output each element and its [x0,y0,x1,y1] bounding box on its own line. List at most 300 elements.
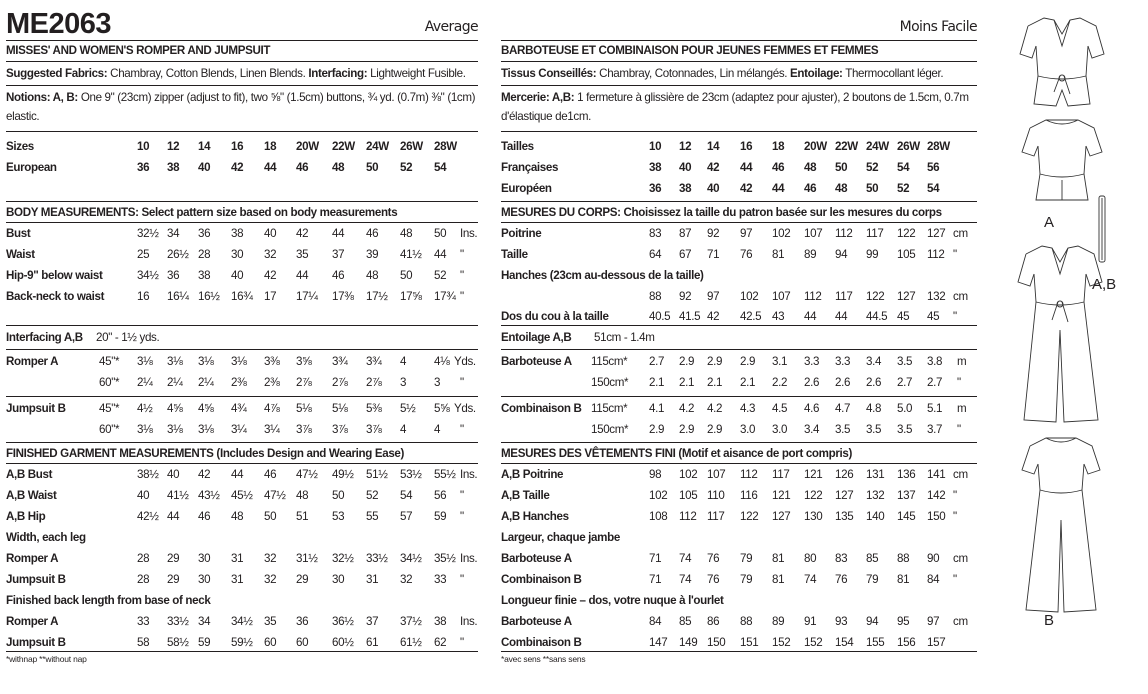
interfacing-label: Interfacing: [308,67,368,80]
table-cell: 107 [707,468,726,481]
table-cell: 48 [366,269,379,282]
table-cell: 102 [772,227,791,240]
table-cell: 40 [707,182,720,195]
table-cell: 43 [772,310,785,323]
table-cell: 3¾ [366,355,382,368]
table-cell: 4.2 [679,402,695,415]
table-cell: 31 [366,573,379,586]
divider [501,85,977,86]
table-cell: 33½ [167,615,189,628]
unit-label: cm [953,615,968,628]
table-cell: 74 [679,573,692,586]
table-cell: 88 [649,290,662,303]
divider [6,325,478,326]
table-cell: 84 [927,573,940,586]
table-cell: 131 [866,468,885,481]
table-cell: 10 [137,140,150,153]
table-cell: 4.8 [866,402,882,415]
table-cell: 76 [740,248,753,261]
table-cell: 54 [927,182,940,195]
table-cell: 40 [264,227,277,240]
difficulty-label: Average [424,19,478,35]
table-cell: 44.5 [866,310,888,323]
divider [501,349,977,350]
row-label: Romper A [6,355,59,368]
table-cell: 44 [835,310,848,323]
table-cell: 4⅞ [264,402,280,415]
table-cell: 16¼ [167,290,189,303]
table-cell: 32 [400,573,413,586]
table-cell: 2.6 [866,376,882,389]
table-cell: 46 [366,227,379,240]
table-cell: 39 [366,248,379,261]
table-cell: 48 [296,489,309,502]
table-cell: 5.0 [897,402,913,415]
fabrics-line-fr [501,67,977,81]
row-label: A,B Poitrine [501,468,564,481]
table-cell: 83 [649,227,662,240]
unit-label: Ins. [460,468,478,481]
table-cell: 3.0 [772,423,788,436]
table-cell: 4 [434,423,441,436]
divider [6,651,478,652]
table-cell: 92 [707,227,720,240]
table-cell: 59½ [231,636,253,649]
table-cell: 37½ [400,615,422,628]
table-cell: 4.2 [707,402,723,415]
unit-label: " [460,423,464,436]
table-cell: 44 [332,227,345,240]
table-cell: 17½ [366,290,388,303]
unit-label: " [953,310,957,323]
table-cell: 50 [866,182,879,195]
table-cell: 3¾ [332,355,348,368]
fabric-width: 60"* [99,376,120,389]
table-cell: 93 [835,615,848,628]
divider [501,325,977,326]
table-cell: 4⅝ [198,402,214,415]
table-cell: 88 [740,615,753,628]
jumpsuit-b-back-sketch [1022,438,1100,612]
divider [501,651,977,652]
table-cell: 112 [679,510,697,523]
table-cell: 126 [835,468,854,481]
notions-text: One 9" (23cm) zipper (adjust to fit), two ⅝" (1.5cm) buttons, ¾ yd. (0.7m) ⅜" (1cm) [77,91,476,104]
notions-label-fr: Mercerie: A,B: [501,91,575,104]
table-cell: 20" - 1½ yds. [96,331,160,344]
table-cell: 85 [866,552,879,565]
divider [6,131,478,132]
table-cell: 136 [897,468,916,481]
table-cell: 58½ [167,636,189,649]
table-cell: 28 [137,573,150,586]
table-cell: 85 [679,615,692,628]
divider [6,40,478,41]
table-cell: 33 [434,573,447,586]
table-cell: 3.0 [740,423,756,436]
unit-label: " [460,510,464,523]
table-cell: 29 [296,573,309,586]
table-cell: 17¼ [296,290,318,303]
table-cell: 3⅜ [264,355,280,368]
table-cell: 2.7 [649,355,665,368]
table-cell: 34½ [400,552,422,565]
table-cell: 24W [866,140,889,153]
table-cell: 3.4 [866,355,882,368]
table-cell: 71 [707,248,720,261]
unit-label: m [957,402,967,415]
table-cell: 16½ [198,290,220,303]
row-label: Back-neck to waist [6,290,105,303]
table-cell: 80 [804,552,817,565]
table-cell: 4.7 [835,402,851,415]
jumpsuit-b-front-sketch [1018,246,1102,422]
table-cell: 40 [679,161,692,174]
table-cell: 46 [264,468,277,481]
divider [501,131,977,132]
table-cell: 46 [804,182,817,195]
table-cell: 14 [198,140,211,153]
table-cell: 22W [332,140,355,153]
table-cell: 88 [897,552,910,565]
table-cell: 33½ [366,552,388,565]
table-cell: 116 [740,489,758,502]
table-cell: 50 [434,227,447,240]
table-cell: 2⅜ [264,376,280,389]
unit-label: " [460,489,464,502]
table-cell: 44 [740,161,753,174]
table-cell: 29 [167,573,180,586]
table-cell: 50 [400,269,413,282]
row-label: A,B Taille [501,489,550,502]
table-cell: 151 [740,636,759,649]
row-label: Hanches (23cm au-dessous de la taille) [501,269,704,282]
table-cell: 4⅝ [167,402,183,415]
table-cell: 4¾ [231,402,247,415]
table-cell: 3⅛ [167,423,183,436]
romper-a-back-sketch [1022,120,1102,200]
notions-line [6,91,478,105]
table-cell: 33 [137,615,150,628]
table-cell: 89 [772,615,785,628]
table-cell: 147 [649,636,668,649]
table-cell: 97 [927,615,940,628]
table-cell: 79 [740,573,753,586]
table-cell: 97 [740,227,753,240]
fabrics-label-fr: Tissus Conseillés: [501,67,597,80]
table-cell: 38 [231,227,244,240]
interfacing-text: Lightweight Fusible. [367,67,466,80]
notions-label: Notions: A, B: [6,91,78,104]
table-cell: 31 [231,573,244,586]
notions-line-2-fr: d'élastique de1cm. [501,110,592,123]
table-cell: 2⅜ [231,376,247,389]
section-title-fr: BARBOTEUSE ET COMBINAISON POUR JEUNES FEMMES ET FEMMES [501,44,879,57]
table-cell: 99 [866,248,879,261]
table-cell: 34½ [231,615,253,628]
table-cell: 2¼ [198,376,214,389]
row-label: Jumpsuit B [6,636,66,649]
table-cell: 117 [707,510,725,523]
table-cell: 37 [366,615,379,628]
table-cell: 29 [167,552,180,565]
table-cell: 54 [400,489,413,502]
row-label: Romper A [6,552,59,565]
table-cell: 2.1 [707,376,723,389]
table-cell: 4.5 [772,402,788,415]
table-cell: 50 [264,510,277,523]
table-cell: 47½ [264,489,286,502]
divider [501,222,977,223]
table-cell: 112 [740,468,758,481]
table-cell: 36 [167,269,180,282]
table-cell: 2.6 [835,376,851,389]
table-cell: 3 [434,376,441,389]
divider [6,85,478,86]
table-cell: 34½ [137,269,159,282]
table-cell: 3.8 [927,355,943,368]
section-title: MISSES' AND WOMEN'S ROMPER AND JUMPSUIT [6,44,271,57]
table-cell: 3.5 [897,355,913,368]
table-cell: 86 [707,615,720,628]
table-cell: 2.1 [679,376,695,389]
table-cell: 48 [231,510,244,523]
table-cell: 67 [679,248,692,261]
table-cell: 117 [866,227,884,240]
table-cell: 87 [679,227,692,240]
table-cell: 42 [707,310,720,323]
table-cell: 4.3 [740,402,756,415]
table-cell: 46 [772,161,785,174]
table-cell: 54 [434,161,447,174]
row-label: Barboteuse A [501,615,572,628]
table-cell: 141 [927,468,946,481]
row-label: A,B Hip [6,510,46,523]
table-cell: 71 [649,573,662,586]
table-cell: 48 [332,161,345,174]
table-cell: 2.9 [707,355,723,368]
table-cell: 45½ [231,489,253,502]
unit-label: " [953,248,957,261]
table-cell: 130 [804,510,823,523]
table-cell: 55 [366,510,379,523]
table-cell: 16 [740,140,753,153]
table-cell: 44 [434,248,447,261]
heading-rest: Select pattern size based on body measurements [138,206,398,219]
unit-label: " [460,376,464,389]
table-cell: 3.5 [835,423,851,436]
table-cell: 94 [835,248,848,261]
table-cell: 52 [866,161,879,174]
row-label: Combinaison B [501,402,582,415]
table-cell: 105 [679,489,698,502]
table-cell: 79 [866,573,879,586]
table-cell: 149 [679,636,698,649]
row-label: Jumpsuit B [6,402,66,415]
row-label: Taille [501,248,528,261]
table-cell: 35 [264,615,277,628]
table-cell: 36 [198,227,211,240]
table-cell: 71 [649,552,662,565]
table-cell: 17¾ [434,290,456,303]
table-cell: 16¾ [231,290,253,303]
table-cell: 3⅞ [296,423,312,436]
table-cell: 52 [400,161,413,174]
table-cell: 135 [835,510,854,523]
table-cell: 40 [198,161,211,174]
table-cell: 34 [167,227,180,240]
table-cell: 20W [296,140,319,153]
row-label: Dos du cou à la taille [501,310,609,323]
table-cell: 42 [707,161,720,174]
table-cell: 2.1 [740,376,756,389]
table-cell: 48 [804,161,817,174]
interfacing-label-fr: Entoilage: [790,67,843,80]
divider [501,396,977,397]
table-cell: 142 [927,489,946,502]
tie-piece-sketch [1099,196,1105,262]
unit-label: " [460,269,464,282]
table-cell: 152 [804,636,823,649]
table-cell: 5½ [400,402,416,415]
garment-sketches [1000,0,1148,689]
table-cell: 10 [649,140,662,153]
unit-label: " [460,248,464,261]
row-label: Width, each leg [6,531,86,544]
table-cell: 74 [679,552,692,565]
table-cell: 32 [264,248,277,261]
table-cell: 107 [772,290,791,303]
table-cell: 30 [231,248,244,261]
table-cell: 44 [772,182,785,195]
table-cell: 83 [835,552,848,565]
romper-a-front-sketch [1020,18,1104,106]
table-cell: 28W [927,140,950,153]
table-cell: 56 [434,489,447,502]
table-cell: 28 [198,248,211,261]
garment-illustrations [1000,0,1148,689]
table-cell: 32½ [332,552,354,565]
difficulty-label-fr: Moins Facile [899,19,977,35]
notions-text-fr: 1 fermeture à glissière de 23cm (adaptez pour ajuster), 2 boutons de 1.5cm, 0.7m [574,91,969,104]
divider [501,463,977,464]
row-label: Entoilage A,B [501,331,572,344]
table-cell: 18 [264,140,277,153]
table-cell: 53 [332,510,345,523]
table-cell: 31 [231,552,244,565]
unit-label: " [953,573,957,586]
table-cell: 4.1 [649,402,665,415]
table-cell: 38½ [137,468,159,481]
table-cell: 2⅞ [366,376,382,389]
table-cell: 49½ [332,468,354,481]
fabric-width: 45"* [99,355,120,368]
table-cell: 44 [296,269,309,282]
fabrics-label: Suggested Fabrics: [6,67,108,80]
table-cell: 14 [707,140,720,153]
table-cell: 34 [198,615,211,628]
table-cell: 24W [366,140,389,153]
table-cell: 122 [740,510,759,523]
row-label: Françaises [501,161,559,174]
table-cell: 42 [264,269,277,282]
table-cell: 2⅞ [332,376,348,389]
table-cell: 41½ [167,489,189,502]
heading-rest: (Includes Design and Wearing Ease) [213,447,405,460]
pattern-code: ME2063 [6,8,112,40]
table-cell: 42 [296,227,309,240]
table-cell: 54 [897,161,910,174]
table-cell: 76 [707,552,720,565]
row-label: A,B Bust [6,468,53,481]
table-cell: 44 [804,310,817,323]
table-cell: 108 [649,510,668,523]
table-cell: 3⅛ [198,423,214,436]
footnote: *withnap **without nap [6,654,87,664]
table-cell: 102 [679,468,698,481]
table-cell: 3.1 [772,355,788,368]
table-cell: 3.5 [866,423,882,436]
heading-bold: FINISHED GARMENT MEASUREMENTS [6,447,214,460]
table-cell: 18 [772,140,785,153]
table-cell: 2.1 [649,376,665,389]
table-cell: 121 [772,489,791,502]
row-label: European [6,161,57,174]
table-cell: 32 [264,573,277,586]
row-label: A,B Hanches [501,510,569,523]
divider [6,222,478,223]
divider [501,61,977,62]
fabric-width: 115cm* [591,402,628,415]
row-label: Interfacing A,B [6,331,83,344]
row-label: Hip-9" below waist [6,269,103,282]
table-cell: 5.1 [927,402,943,415]
table-cell: 44 [167,510,180,523]
table-cell: 127 [897,290,916,303]
table-cell: 40 [137,489,150,502]
table-cell: 132 [927,290,946,303]
fabric-width: 45"* [99,402,120,415]
table-cell: 117 [835,290,853,303]
row-label: Romper A [6,615,59,628]
table-cell: 3.7 [927,423,943,436]
table-cell: 152 [772,636,791,649]
view-label-ab: A,B [1092,276,1117,293]
table-cell: 60 [296,636,309,649]
table-cell: 32 [264,552,277,565]
table-cell: 98 [649,468,662,481]
table-cell: 17⅜ [332,290,354,303]
table-cell: 81 [897,573,910,586]
table-cell: 57 [400,510,413,523]
table-cell: 51 [296,510,309,523]
unit-label: Yds. [454,355,476,368]
unit-label: Ins. [460,615,478,628]
table-cell: 140 [866,510,885,523]
divider [6,442,478,443]
table-cell: 60½ [332,636,354,649]
unit-label: Ins. [460,552,478,565]
table-cell: 76 [707,573,720,586]
table-cell: 90 [927,552,940,565]
table-cell: 38 [649,161,662,174]
table-cell: 2¼ [167,376,183,389]
table-cell: 58 [137,636,150,649]
table-cell: 94 [866,615,879,628]
notions-line-fr [501,91,977,105]
table-cell: 150 [927,510,946,523]
table-cell: 41½ [400,248,422,261]
